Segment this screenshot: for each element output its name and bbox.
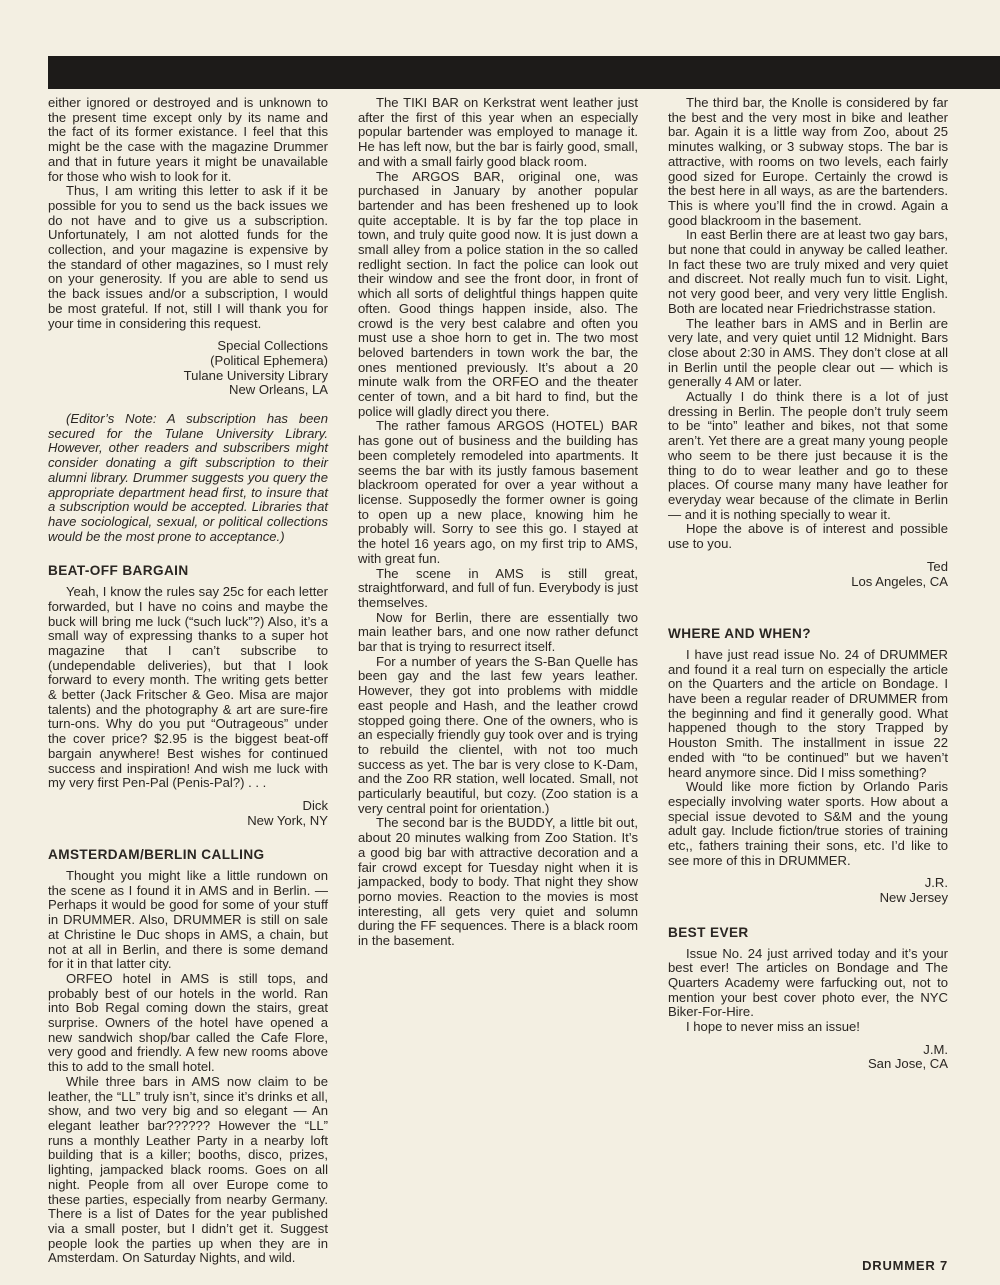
letter3-para7: The scene in AMS is still great, straightforward, and full of fun. Everybody is just themselves. [358, 565, 638, 610]
letter2-signature [48, 799, 328, 828]
page-footer [862, 1258, 948, 1273]
letter3-para4: The TIKI BAR on Kerkstrat went leather just after the first of this year when an especially popular bartender was employed to manage it. He has left now, but the bar is fairly good, small, and with a small fairly good black room. [358, 95, 638, 169]
sig-name: Ted [926, 558, 948, 574]
sig-line: Tulane University Library [183, 367, 328, 383]
sig-place: San Jose, CA [867, 1056, 948, 1072]
letter5-para1: Issue No. 24 just arrived today and it’s your best ever! The articles on Bondage and The Quarters Academy were farfucking out, not to mention your best cover photo ever, the NYC Biker-For-Hire. [668, 945, 948, 1020]
letter3-para14: Actually I do think there is a lot of just dressing in Berlin. The people don’t truly seem to be “into” leather and bikes, not that some aren’t. Yet there are a great many young people who seem to be there just because it is the thing to do to wear leather and go to these places. Of course many many have leather for everyday wear because of the climate in Berlin — and it is nothing specially to wear it. [668, 389, 948, 522]
sig-line: Special Collections [217, 338, 328, 354]
letter3-para13: The leather bars in AMS and in Berlin are very late, and very quiet until 12 Midnight. Bars close about 2:30 in AMS. They don’t close at all in Berlin until the people clear out — which is generally 4 AM or later. [668, 315, 948, 390]
letter3-para1: Thought you might like a little rundown on the scene as I found it in AMS and in Berlin. — Perhaps it would be good for some of your stuff in DRUMMER. Also, DRUMMER is still on sale at Christine le Duc shops in AMS, a chain, but not at all in Berlin, and there is some demand for it in that latter city. [48, 868, 328, 972]
letter3-para8: Now for Berlin, there are essentially two main leather bars, and one now rather defunct bar that is trying to resurrect itself. [358, 609, 638, 655]
letter4-heading: WHERE AND WHEN? [668, 626, 811, 642]
letter3-para9: For a number of years the S-Ban Quelle has been gay and the last few years leather. However, they got into problems with middle east people and Hash, and the leather crowd stopped going there. One of the owners, who is an especially friendly guy took over and is trying to rebuild the clientel, with not too much success as yet. The bar is very close to K-Dam, and the Zoo RR station, well located. Small, not particularly beautiful, but cozy. (Zoo station is a very central point for orientation.) [358, 653, 638, 816]
letter2-heading: BEAT-OFF BARGAIN [48, 563, 189, 579]
letter3-para10: The second bar is the BUDDY, a little bit out, about 20 minutes walking from Zoo Station. It’s a good big bar with attractive decoration and a fair crowd except for Tuesday night when it is jampacked, body to body. That night they show porno movies. Reaction to the movies is most interesting, all gets very quiet and solumn during the FF sequences. There is a black room in the basement. [358, 815, 638, 949]
sig-name: J.R. [924, 875, 948, 891]
footer-magazine: DRUMMER [862, 1258, 936, 1273]
sig-name: Dick [302, 797, 328, 813]
letter4-para2: Would like more fiction by Orlando Paris especially involving water sports. How about a special issue devoted to S&M and the young adult gay. Include fiction/true stories of training etc,, fathers training their sons, etc. I’d like to see more of this in DRUMMER. [668, 779, 948, 868]
column-1 [48, 96, 328, 1266]
letter3-para11: The third bar, the Knolle is considered by far the best and the very most in bike and leather bar. Again it is a little way from Zoo, about 25 minutes walking, or 3 subway stops. The bar is attractive, with rooms on two levels, each fairly good sized for Europe. Certainly the crowd is the best here in all ways, as are the bartenders. This is where you’ll find the in crowd. Again a good blackroom in the basement. [668, 95, 948, 228]
letter3-heading: AMSTERDAM/BERLIN CALLING [48, 847, 265, 863]
letter1-para2: Thus, I am writing this letter to ask if it be possible for you to send us the back issues we do not have and to give us a subscription. Unfortunately, I am not alotted funds for the collection, and your magazine is expensive by the standard of other magazines, so I must rely on your generosity. If you are able to send us the back issues and/or a subscription, I would be most grateful. If not, still I will thank you for your time in considering this request. [48, 183, 328, 331]
letter3-signature [668, 560, 948, 589]
letter4-para1: I have just read issue No. 24 of DRUMMER and found it a real turn on especially the article on the Quarters and the article on Bondage. I have been a regular reader of DRUMMER from the beginning and find it generally good. What happened though to the story Trapped by Houston Smith. The installment in issue 22 ended with “to be continued” but we haven’t heard anymore since. Did I miss something? [668, 646, 948, 780]
letter4-signature [668, 876, 948, 905]
editor-note: (Editor’s Note: A subscription has been secured for the Tulane University Library. However, other readers and subscribers might consider donating a gift subscription to their alumni library. Drummer suggests you query the appropriate department head first, to insure that a subscription would be accepted. Libraries that have sociological, sexual, or political collections would be the most prone to acceptance.) [48, 411, 328, 544]
letter5-para2: I hope to never miss an issue! [686, 1019, 860, 1035]
letter5-heading: BEST EVER [668, 924, 749, 940]
sig-name: J.M. [923, 1041, 948, 1057]
sig-line: (Political Ephemera) [210, 352, 328, 368]
letter3-para2: ORFEO hotel in AMS is still tops, and probably best of our hotels in the world. Ran into Bob Regal coming down the stairs, great surprise. Owners of the hotel have opened a new sandwich shop/bar called the Cafe Flore, very good and friendly. A few new rooms above this to add to the small hotel. [48, 970, 328, 1075]
header-bar [48, 56, 1000, 89]
letter3-para6: The rather famous ARGOS (HOTEL) BAR has gone out of business and the building has been completely remodeled into apartments. It seems the bar with its justly famous basement blackroom operated for over a year without a license. Supposedly the former owner is going to open up a new place, knowing him he probably will. Sorry to see this go. I stayed at the hotel 16 years ago, on my first trip to AMS, with great fun. [358, 418, 638, 566]
letter1-signature [48, 339, 328, 398]
sig-line: New Orleans, LA [229, 382, 328, 398]
footer-page-number: 7 [939, 1258, 948, 1273]
sig-place: Los Angeles, CA [851, 573, 948, 589]
letter1-para1: either ignored or destroyed and is unknown to the present time except only by its name and the fact of its former existance. I feel that this might be the case with the magazine Drummer and that in future years it might be unavailable for those who wish to look for it. [48, 95, 328, 184]
letter3-para3: While three bars in AMS now claim to be leather, the “LL” truly isn’t, since it’s drinks et all, show, and two very big and so elegant — An elegant leather bar?????? However the “LL” runs a monthly Leather Party in a nearby loft building that is a killer; booths, disco, prizes, lighting, jampacked black rooms. Goes on all night. People from all over Europe come to these parties, especially from nearby Germany. There is a list of Dates for the year published via a small poster, but I didn’t get it. Suggest people look the parties up when they are in Amsterdam. On Saturday Nights, and wild. [48, 1073, 328, 1266]
sig-place: New Jersey [879, 890, 948, 906]
letter2-para1: Yeah, I know the rules say 25c for each letter forwarded, but I have no coins and maybe the buck will bring me luck (“such luck”?) Also, it’s a small way of expressing thanks to a super hot magazine that I can’t subscribe to (undependable deliveries), but that I look forward to every month. The writing gets better & better (Jack Fritscher & Geo. Misa are major talents) and the photography & art are sure-fire turn-ons. Why do you put “Outrageous” under the cover price? $2.95 is the biggest beat-off bargain anywhere! Best wishes for continued success and inspiration! And wish me luck with my very first Pen-Pal (Penis-Pal?) . . . [48, 584, 328, 791]
letter3-para5: The ARGOS BAR, original one, was purchased in January by another popular bartender and has been freshened up to look quite acceptable. It is by far the top place in town, and truly quite good now. It is just down a small alley from a police station in the so called redlight section. In fact the police can look out their window and see the front door, in front of which all sorts of delightful things happen quite often. Good things happen inside, also. The crowd is the very best calabre and often you must use a shoe horn to get in. The two most beloved bartenders in town work the bar, the ones mentioned previously. It’s about a 20 minute walk from the ORFEO and the theater center of town, and a bit hard to find, but the police will gladly direct you there. [358, 168, 638, 419]
letter3-para15: Hope the above is of interest and possible use to you. [668, 521, 948, 552]
letter3-para12: In east Berlin there are at least two gay bars, but none that could in anyway be called leather. In fact these two are truly mixed and very quiet and discreet. Not really much fun to visit. Light, not very good beer, and very very little English. Both are located near Friedrichstrasse station. [668, 227, 948, 316]
column-3 [668, 96, 948, 1072]
sig-place: New York, NY [247, 812, 328, 828]
column-2 [358, 96, 638, 949]
letter5-signature [668, 1043, 948, 1072]
